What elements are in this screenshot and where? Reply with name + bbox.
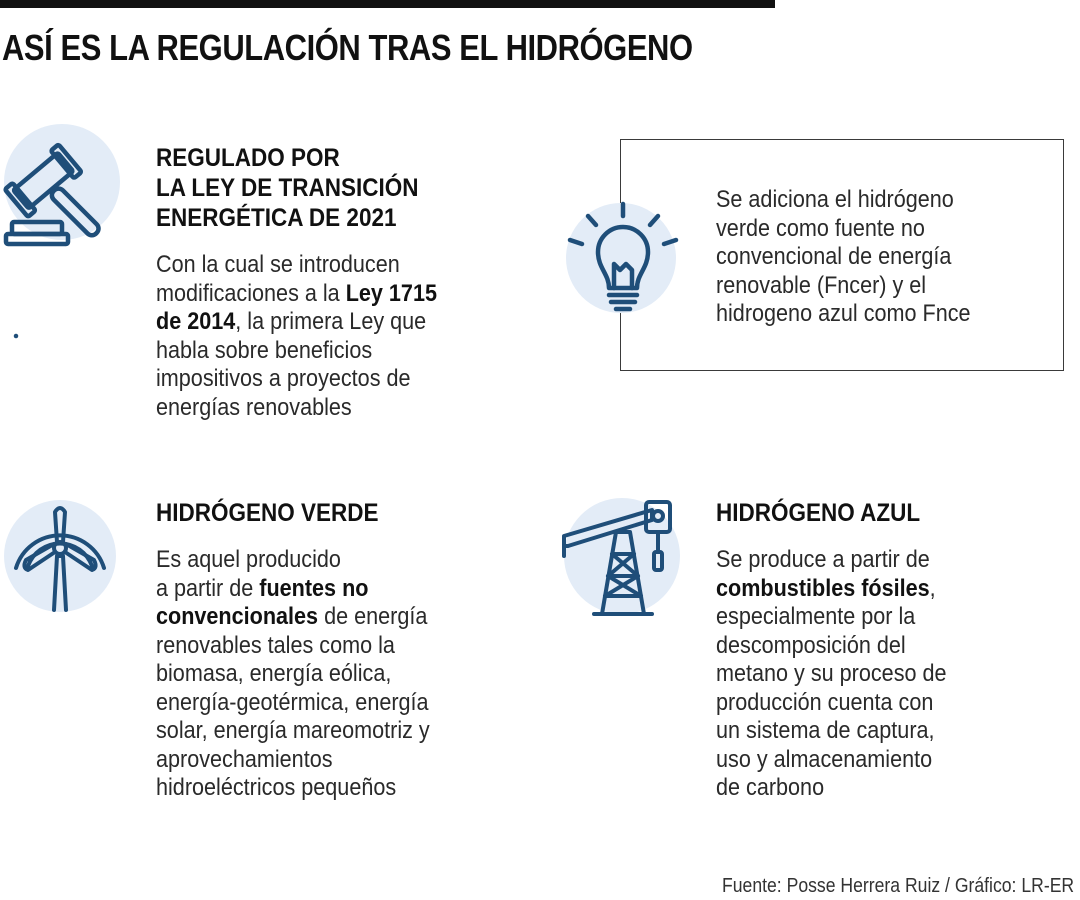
blue-hydrogen-body-line: Se produce a partir de: [716, 546, 930, 573]
regulation-heading-line: LA LEY DE TRANSICIÓN: [156, 174, 419, 202]
green-hydrogen-body-line: aprovechamientos: [156, 745, 333, 773]
gavel-icon: [0, 124, 122, 246]
top-rule: [0, 0, 775, 8]
law-1715-emphasis: Ley 1715: [345, 279, 437, 307]
regulation-body-line: energías renovables: [156, 393, 352, 421]
green-hydrogen-body-line: a partir de fuentes no: [156, 574, 369, 602]
green-hydrogen-body-line: hidroeléctricos pequeños: [156, 774, 397, 801]
green-hydrogen-body-line: renovables tales como la: [156, 631, 395, 659]
regulation-heading: [156, 143, 576, 233]
blue-hydrogen-body-line: metano y su proceso de: [716, 660, 947, 687]
convencionales-emphasis: convencionales: [156, 603, 319, 630]
green-hydrogen-body-line: energía-geotérmica, energía: [156, 688, 429, 716]
blue-hydrogen-body-line: descomposición del: [716, 631, 906, 659]
callout-text: [716, 186, 1056, 329]
callout-body-line: renovable (Fncer) y el: [716, 271, 927, 299]
blue-hydrogen-body-line: combustibles fósiles,: [716, 574, 936, 602]
year-2014-emphasis: de 2014: [156, 308, 236, 335]
green-hydrogen-body-line: Es aquel producido: [156, 546, 341, 573]
regulation-heading-line: REGULADO POR: [156, 144, 340, 172]
blue-hydrogen-body-line: especialmente por la: [716, 603, 916, 630]
regulation-body-line: modificaciones a la Ley 1715: [156, 279, 437, 307]
regulation-body-line: de 2014, la primera Ley que: [156, 308, 427, 335]
regulation-body-line: impositivos a proyectos de: [156, 365, 411, 392]
regulation-body-line: habla sobre beneficios: [156, 336, 373, 364]
wind-turbine-icon: [0, 498, 122, 618]
fuentes-no-emphasis: fuentes no: [259, 574, 369, 602]
source-credit: Fuente: Posse Herrera Ruiz / Gráfico: LR-ER: [721, 875, 1074, 897]
page-title: ASÍ ES LA REGULACIÓN TRAS EL HIDRÓGENO: [2, 27, 693, 68]
blue-hydrogen-body: [716, 546, 1066, 803]
combustibles-fosiles-emphasis: combustibles fósiles: [716, 574, 930, 602]
callout-body-line: Se adiciona el hidrógeno: [716, 186, 954, 213]
callout-body-line: hidrogeno azul como Fnce: [716, 300, 971, 327]
regulation-body: [156, 251, 576, 422]
blue-hydrogen-body-line: de carbono: [716, 774, 825, 801]
blue-hydrogen-block: [716, 498, 1066, 803]
blue-hydrogen-body-line: uso y almacenamiento: [716, 745, 933, 773]
green-hydrogen-body-line: biomasa, energía eólica,: [156, 660, 392, 687]
callout-body-line: convencional de energía: [716, 243, 952, 270]
green-hydrogen-body: [156, 546, 576, 803]
blue-hydrogen-body-line: producción cuenta con: [716, 688, 934, 716]
green-hydrogen-heading: HIDRÓGENO VERDE: [156, 499, 379, 527]
oil-derrick-icon: [560, 494, 685, 618]
regulation-block: [156, 143, 576, 422]
green-hydrogen-body-line: solar, energía mareomotriz y: [156, 717, 430, 744]
regulation-body-line: Con la cual se introducen: [156, 251, 400, 278]
lightbulb-icon: [558, 200, 688, 320]
blue-hydrogen-heading: HIDRÓGENO AZUL: [716, 499, 921, 527]
regulation-heading-line: ENERGÉTICA DE 2021: [156, 204, 397, 232]
blue-hydrogen-body-line: un sistema de captura,: [716, 717, 935, 744]
callout-body-line: verde como fuente no: [716, 214, 925, 242]
green-hydrogen-block: [156, 498, 576, 803]
green-hydrogen-body-line: convencionales de energía: [156, 603, 428, 630]
